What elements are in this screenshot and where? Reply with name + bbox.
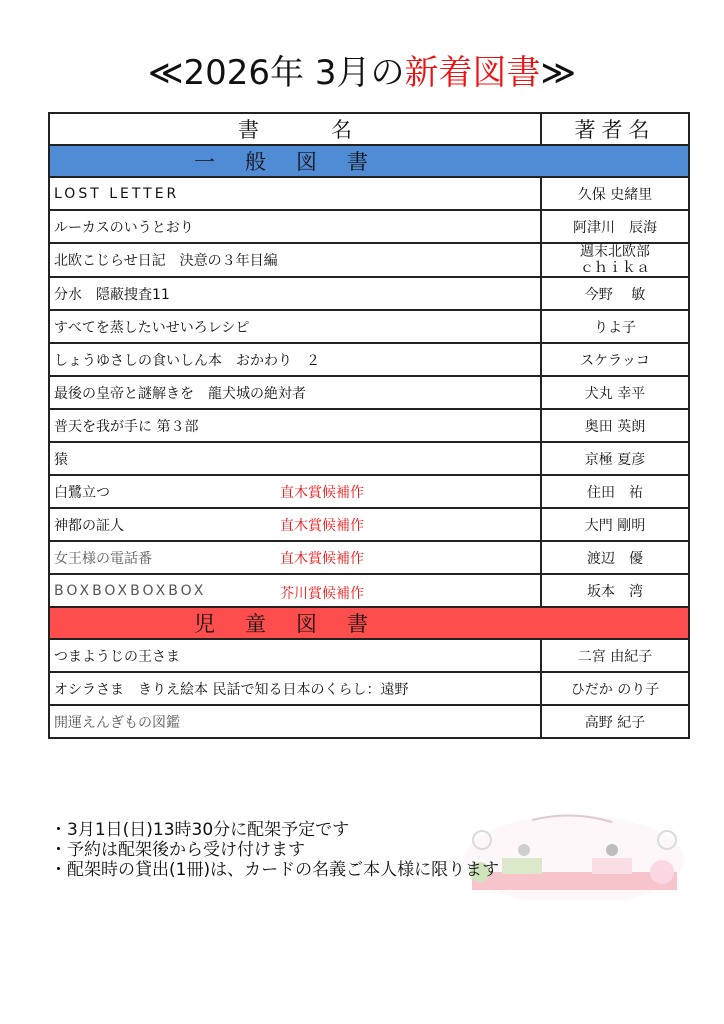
book-title-cell — [49, 541, 541, 574]
title-prefix: ≪2026年 3月の — [147, 53, 405, 93]
table-row — [49, 541, 689, 574]
note-item: ・予約は配架後から受け付けます — [50, 840, 305, 860]
book-author: 久保 史緒里 — [541, 177, 689, 210]
book-title-cell — [49, 475, 541, 508]
section-kids — [49, 607, 689, 639]
section-label: 一般図書 — [194, 150, 398, 174]
book-author: ひだか のり子 — [541, 672, 689, 705]
section-label: 児童図書 — [194, 612, 398, 636]
book-title: LOST LETTER — [49, 177, 541, 210]
book-title: 普天を我が手に 第３部 — [49, 409, 541, 442]
book-title: 北欧こじらせ日記 決意の３年目編 — [49, 243, 541, 277]
book-title: 猿 — [49, 442, 541, 475]
award-note: 直木賞候補作 — [280, 517, 364, 534]
award-note: 直木賞候補作 — [280, 484, 364, 501]
book-author: 京極 夏彦 — [541, 442, 689, 475]
award-note: 直木賞候補作 — [280, 550, 364, 567]
page-title — [0, 48, 724, 98]
book-author — [541, 243, 689, 277]
book-title: オシラさま きりえ絵本 民話で知る日本のくらし：遠野 — [49, 672, 541, 705]
new-books-table — [48, 112, 690, 739]
book-author: 犬丸 幸平 — [541, 376, 689, 409]
table-row — [49, 442, 689, 475]
table-row — [49, 475, 689, 508]
book-author: 二宮 由紀子 — [541, 639, 689, 672]
table-row — [49, 639, 689, 672]
header-author: 著者名 — [541, 113, 689, 145]
book-author: スケラッコ — [541, 343, 689, 376]
notes-list — [50, 820, 499, 880]
book-author: 奥田 英朗 — [541, 409, 689, 442]
book-title: 最後の皇帝と謎解きを 龍犬城の絶対者 — [49, 376, 541, 409]
table-row — [49, 672, 689, 705]
table-row — [49, 508, 689, 541]
table-row — [49, 343, 689, 376]
award-note: 芥川賞候補作 — [280, 585, 364, 602]
table-row — [49, 277, 689, 310]
book-author: りよ子 — [541, 310, 689, 343]
table-header — [49, 113, 689, 145]
book-author: 坂本 湾 — [541, 574, 689, 607]
note-item: ・3月1日(日)13時30分に配架予定です — [50, 820, 350, 840]
book-title: BOXBOXBOXBOX — [54, 582, 207, 599]
note-item: ・配架時の貸出(1冊)は、カードの名義ご本人様に限ります — [50, 860, 500, 880]
table-row — [49, 574, 689, 607]
book-author: 高野 紀子 — [541, 705, 689, 738]
title-highlight: 新着図書 — [404, 53, 541, 93]
book-author: 大門 剛明 — [541, 508, 689, 541]
table-row — [49, 376, 689, 409]
book-author: 阿津川 辰海 — [541, 210, 689, 243]
author-line-1: 週末北欧部 — [580, 244, 650, 260]
table-row — [49, 409, 689, 442]
book-title: ルーカスのいうとおり — [49, 210, 541, 243]
book-title: 分水 隠蔽捜査11 — [49, 277, 541, 310]
book-title: すべてを蒸したいせいろレシピ — [49, 310, 541, 343]
table-row — [49, 210, 689, 243]
book-title-cell — [49, 508, 541, 541]
author-line-2: ｃｈｉｋａ — [580, 260, 650, 276]
table-row — [49, 177, 689, 210]
book-author: 渡辺 優 — [541, 541, 689, 574]
book-title: 神都の証人 — [54, 517, 124, 534]
table-row — [49, 705, 689, 738]
header-title: 書名 — [49, 113, 541, 145]
book-author: 住田 祐 — [541, 475, 689, 508]
book-title: しょうゆさしの食いしん本 おかわり ２ — [49, 343, 541, 376]
section-general — [49, 145, 689, 177]
book-title: 開運えんぎもの図鑑 — [49, 705, 541, 738]
title-suffix: ≫ — [540, 53, 577, 93]
book-title-cell — [49, 574, 541, 607]
table-row — [49, 310, 689, 343]
book-title: 白鷺立つ — [54, 484, 110, 501]
book-title: つまようじの王さま — [49, 639, 541, 672]
book-title: 女王様の電話番 — [54, 550, 152, 567]
table-row — [49, 243, 689, 277]
book-author: 今野 敏 — [541, 277, 689, 310]
